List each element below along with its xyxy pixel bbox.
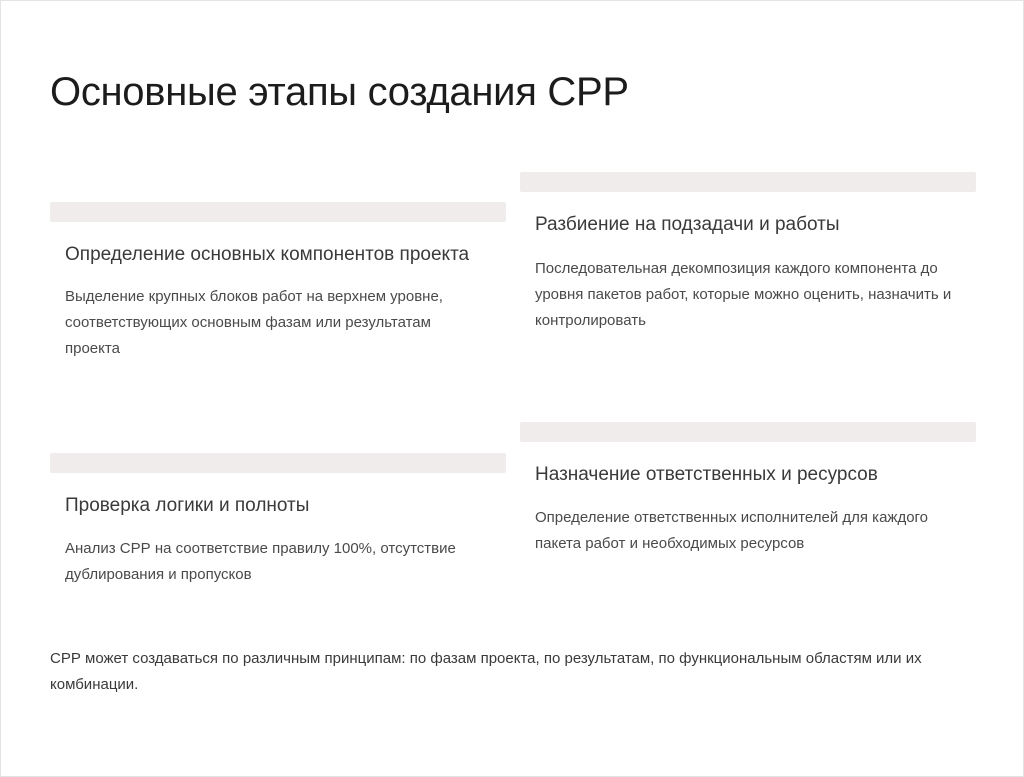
- card-heading: Разбиение на подзадачи и работы: [535, 214, 840, 235]
- slide-title: Основные этапы создания СРР: [50, 70, 629, 114]
- card-accent-bar: [50, 202, 506, 222]
- card-description: Анализ СРР на соответствие правилу 100%, отсутствие дублирования и пропусков: [65, 540, 456, 583]
- card-heading: Определение основных компонентов проекта: [65, 244, 470, 265]
- stage-card-components: [50, 202, 506, 362]
- card-description: Последовательная декомпозиция каждого компонента до уровня пакетов работ, которые можно оценить, назначить и контролировать: [535, 260, 952, 329]
- stage-card-verification: [50, 453, 506, 588]
- footer-note: СРР может создаваться по различным принципам: по фазам проекта, по результатам, по функциональным областям или их комбинации.: [50, 650, 922, 693]
- card-description: Выделение крупных блоков работ на верхнем уровне, соответствующих основным фазам или результатам проекта: [65, 288, 443, 357]
- card-accent-bar: [520, 422, 976, 442]
- card-accent-bar: [50, 453, 506, 473]
- card-description: Определение ответственных исполнителей для каждого пакета работ и необходимых ресурсов: [535, 509, 929, 552]
- card-accent-bar: [520, 172, 976, 192]
- stage-card-decomposition: [520, 172, 976, 334]
- stage-card-assignment: [520, 422, 976, 557]
- card-heading: Проверка логики и полноты: [65, 495, 310, 516]
- card-heading: Назначение ответственных и ресурсов: [535, 464, 878, 485]
